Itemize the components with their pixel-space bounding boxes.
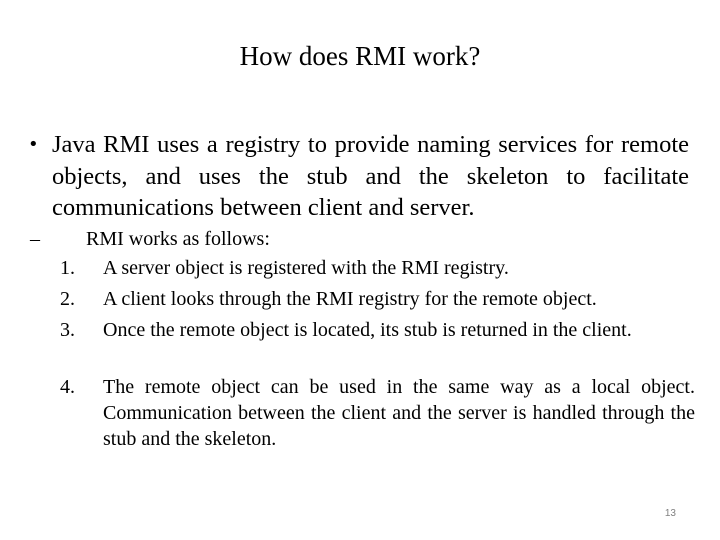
slide-title: How does RMI work?: [239, 41, 481, 71]
list-item: [60, 317, 695, 374]
step-text: Once the remote object is located, its stub is returned in the client.: [103, 319, 632, 341]
step-number: 2.: [60, 288, 75, 310]
step-number: 3.: [60, 319, 75, 341]
bullet-marker: •: [28, 134, 39, 155]
dash-marker: –: [30, 228, 40, 250]
steps-list: [60, 255, 695, 452]
step-text: The remote object can be used in the same way as a local object. Communication between the client and the server is handled through the stub and the skeleton.: [103, 376, 695, 450]
main-bullet: [28, 129, 689, 224]
sub-bullet: [30, 226, 696, 252]
step-text: A server object is registered with the RMI registry.: [103, 257, 509, 279]
main-bullet-text: Java RMI uses a registry to provide naming services for remote objects, and uses the stub and the skeleton to facilitate communications between client and server.: [52, 131, 689, 221]
page-number: 13: [664, 508, 676, 519]
list-item: [60, 255, 695, 286]
step-text: A client looks through the RMI registry for the remote object.: [103, 288, 597, 310]
list-item: [60, 374, 695, 452]
step-number: 1.: [60, 257, 75, 279]
step-number: 4.: [60, 376, 75, 398]
list-item: [60, 286, 695, 317]
sub-bullet-text: RMI works as follows:: [86, 228, 270, 250]
